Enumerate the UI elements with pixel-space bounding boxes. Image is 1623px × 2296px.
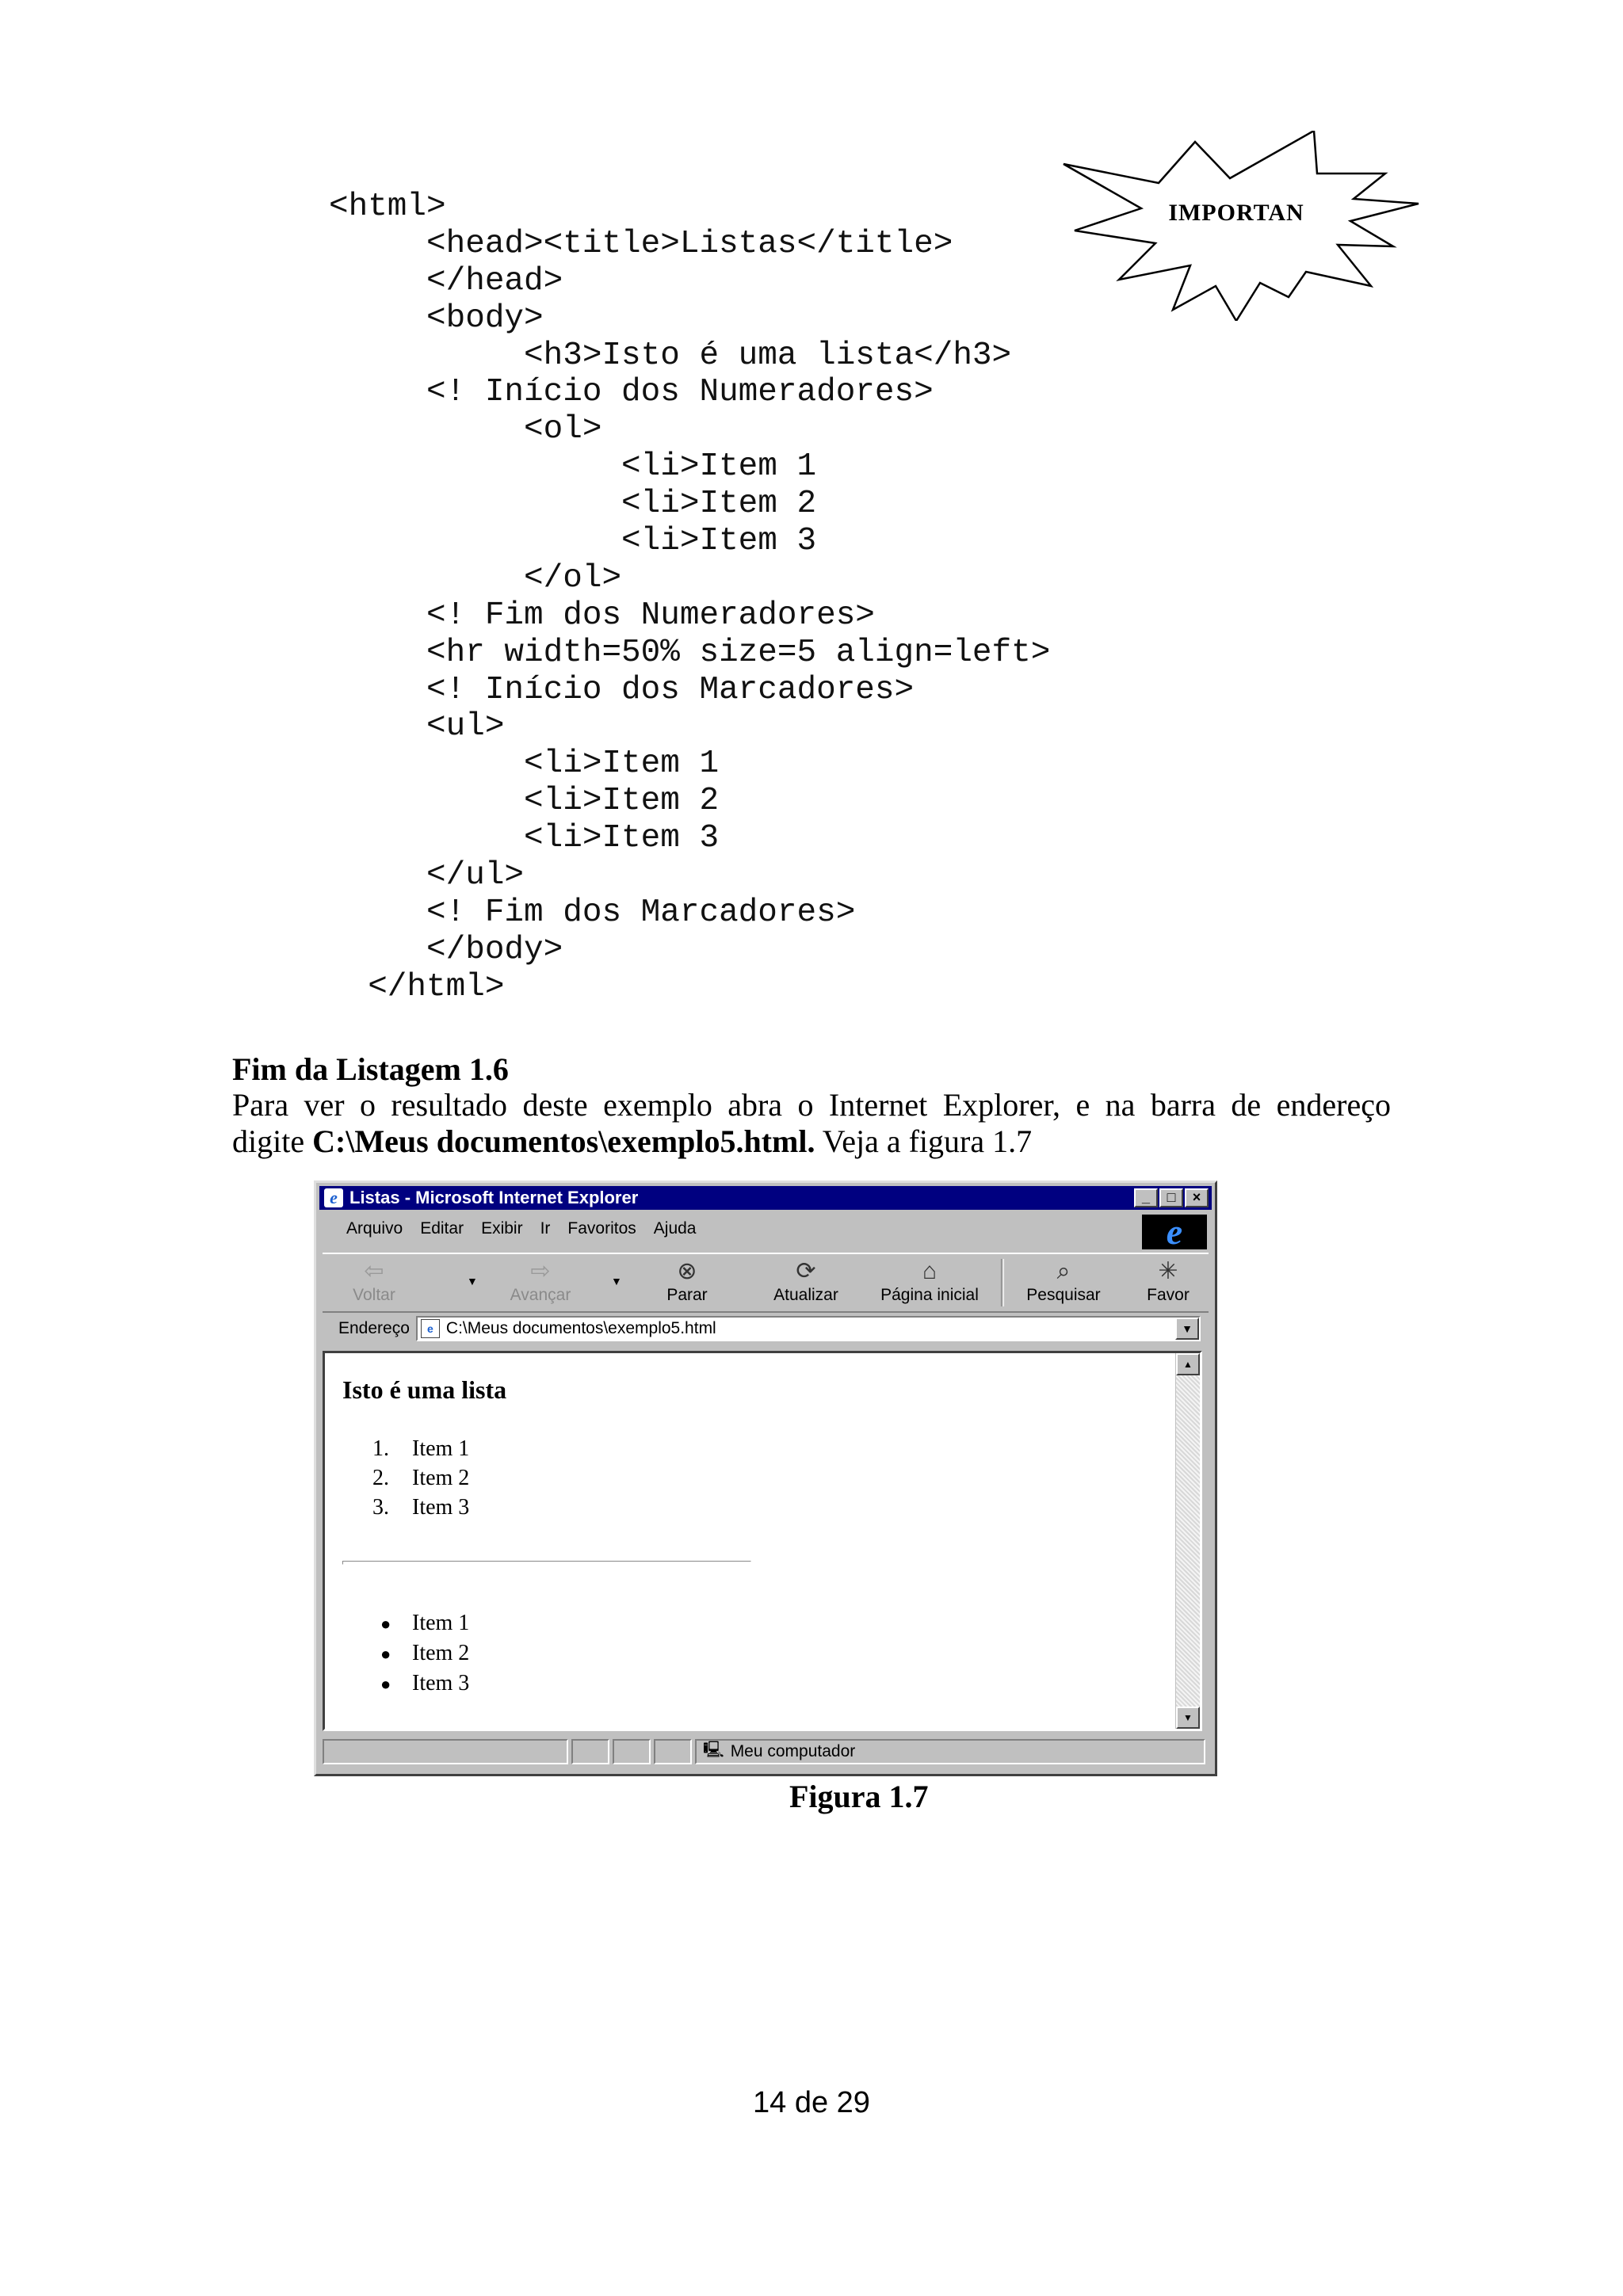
address-value: C:\Meus documentos\exemplo5.html	[445, 1319, 716, 1337]
forward-arrow-icon: ⇨	[530, 1258, 551, 1284]
menu-exibir[interactable]: Exibir	[481, 1219, 523, 1238]
status-cell	[571, 1739, 609, 1764]
paragraph-line-1	[232, 1087, 1391, 1123]
close-button[interactable]: ×	[1185, 1188, 1209, 1207]
address-dropdown-button[interactable]: ▼	[1175, 1318, 1199, 1340]
ordered-list-item: 2. Item 2	[372, 1466, 470, 1490]
code-line: <ol>	[329, 411, 602, 448]
paragraph-word: o	[360, 1087, 376, 1123]
address-bar	[323, 1313, 1209, 1344]
code-line: <li>Item 2	[329, 783, 720, 820]
code-line: <head><title>Listas</title>	[329, 225, 953, 262]
status-cell	[654, 1739, 692, 1764]
paragraph-word: endereço	[1276, 1087, 1391, 1123]
refresh-icon: ⟳	[796, 1258, 816, 1284]
toolbar-separator	[1001, 1259, 1004, 1306]
bullet-icon: ●	[380, 1614, 391, 1634]
listing-end-heading: Fim da Listagem 1.6	[232, 1051, 509, 1087]
file-path-bold: C:\Meus documentos\exemplo5.html.	[312, 1123, 815, 1159]
paragraph-word: de	[1231, 1087, 1262, 1123]
code-line: </html>	[329, 968, 505, 1005]
code-line: <body>	[329, 299, 544, 337]
refresh-button[interactable]: ⟳ Atualizar	[758, 1257, 854, 1305]
code-line: </ol>	[329, 559, 622, 597]
paragraph-word: o	[797, 1087, 814, 1123]
paragraph-word: Internet	[828, 1087, 928, 1123]
status-bar	[323, 1736, 1209, 1768]
status-cell	[613, 1739, 651, 1764]
home-button[interactable]: ⌂ Página inicial	[866, 1257, 993, 1305]
code-line: </ul>	[329, 857, 525, 894]
menu-favoritos[interactable]: Favoritos	[567, 1219, 636, 1238]
menu-editar[interactable]: Editar	[420, 1219, 464, 1238]
vertical-scrollbar[interactable]	[1175, 1353, 1200, 1729]
code-listing	[329, 189, 1050, 1006]
menu-ajuda[interactable]: Ajuda	[653, 1219, 697, 1238]
ordered-list-item: 1. Item 1	[372, 1436, 470, 1461]
status-text-cell	[323, 1739, 568, 1764]
rendered-h3: Isto é uma lista	[342, 1375, 507, 1404]
instruction-paragraph	[232, 1087, 1391, 1160]
code-line: <! Início dos Marcadores>	[329, 671, 915, 708]
browser-window	[314, 1180, 1217, 1776]
paragraph-word: na	[1105, 1087, 1136, 1123]
code-line: <li>Item 3	[329, 523, 817, 560]
code-line: <html>	[329, 189, 446, 225]
unordered-list-item: ● Item 3	[380, 1669, 469, 1699]
paragraph-word: ver	[304, 1087, 345, 1123]
stop-icon: ⊗	[677, 1258, 697, 1284]
back-button[interactable]: ⇦ Voltar	[338, 1257, 410, 1305]
bullet-icon: ●	[380, 1644, 391, 1664]
address-label: Endereço	[338, 1319, 410, 1337]
paragraph-word: deste	[522, 1087, 588, 1123]
page-icon: e	[421, 1319, 440, 1338]
code-line: <ul>	[329, 708, 505, 746]
title-bar	[319, 1186, 1212, 1210]
figure-caption: Figura 1.7	[789, 1779, 929, 1814]
code-line: <hr width=50% size=5 align=left>	[329, 634, 1051, 671]
ordered-list-item: 3. Item 3	[372, 1495, 470, 1520]
code-line: </body>	[329, 931, 563, 968]
paragraph-word: exemplo	[603, 1087, 712, 1123]
page-number: 14 de 29	[753, 2086, 870, 2119]
minimize-button[interactable]: _	[1134, 1188, 1158, 1207]
code-line: <! Início dos Numeradores>	[329, 374, 934, 411]
maximize-button[interactable]: □	[1159, 1188, 1183, 1207]
home-icon: ⌂	[922, 1258, 938, 1284]
code-line: <li>Item 1	[329, 746, 720, 783]
code-line: <li>Item 2	[329, 486, 817, 523]
paragraph-word: Explorer,	[942, 1087, 1061, 1123]
rendered-ordered-list	[372, 1434, 469, 1522]
status-zone: 🖳 Meu computador	[695, 1739, 1205, 1764]
paragraph-line-2: digite C:\Meus documentos\exemplo5.html. Veja a figura 1.7	[232, 1123, 1033, 1159]
paragraph-word: e	[1075, 1087, 1090, 1123]
code-line: <li>Item 1	[329, 448, 817, 486]
menu-arquivo[interactable]: Arquivo	[346, 1219, 403, 1238]
favorites-button[interactable]: ✳ Favor	[1140, 1257, 1196, 1305]
toolbar	[323, 1253, 1209, 1313]
favorites-icon: ✳	[1158, 1258, 1178, 1284]
scroll-up-button[interactable]: ▲	[1176, 1353, 1200, 1375]
scroll-down-button[interactable]: ▼	[1176, 1707, 1200, 1729]
paragraph-word: Para	[232, 1087, 289, 1123]
computer-icon: 🖳	[703, 1741, 724, 1759]
important-callout-text: IMPORTAN	[1168, 200, 1304, 226]
ie-small-icon: e	[324, 1188, 343, 1207]
bullet-icon: ●	[380, 1674, 391, 1694]
menu-ir[interactable]: Ir	[540, 1219, 551, 1238]
unordered-list-item: ● Item 1	[380, 1608, 469, 1638]
forward-dropdown-caret-icon[interactable]: ▼	[611, 1275, 622, 1287]
search-icon: ⌕	[1056, 1258, 1071, 1284]
search-button[interactable]: ⌕ Pesquisar	[1012, 1257, 1115, 1305]
back-dropdown-caret-icon[interactable]: ▼	[467, 1275, 478, 1287]
rendered-unordered-list	[380, 1608, 469, 1699]
back-arrow-icon: ⇦	[364, 1258, 384, 1284]
window-title: Listas - Microsoft Internet Explorer	[349, 1188, 639, 1207]
code-line: <h3>Isto é uma lista</h3>	[329, 337, 1012, 374]
page-content-area	[323, 1351, 1202, 1731]
paragraph-word: barra	[1150, 1087, 1216, 1123]
code-line: </head>	[329, 262, 563, 299]
paragraph-word: abra	[727, 1087, 783, 1123]
forward-button[interactable]: ⇨ Avançar	[497, 1257, 584, 1305]
rendered-horizontal-rule	[342, 1561, 751, 1565]
code-line: <! Fim dos Numeradores>	[329, 597, 875, 634]
code-line: <! Fim dos Marcadores>	[329, 894, 856, 931]
unordered-list-item: ● Item 2	[380, 1638, 469, 1669]
code-line: <li>Item 3	[329, 820, 720, 857]
paragraph-word: resultado	[391, 1087, 508, 1123]
stop-button[interactable]: ⊗ Parar	[647, 1257, 727, 1305]
ie-logo-icon: e	[1142, 1215, 1207, 1249]
address-input[interactable]	[416, 1316, 1201, 1341]
menu-bar	[323, 1215, 1209, 1243]
